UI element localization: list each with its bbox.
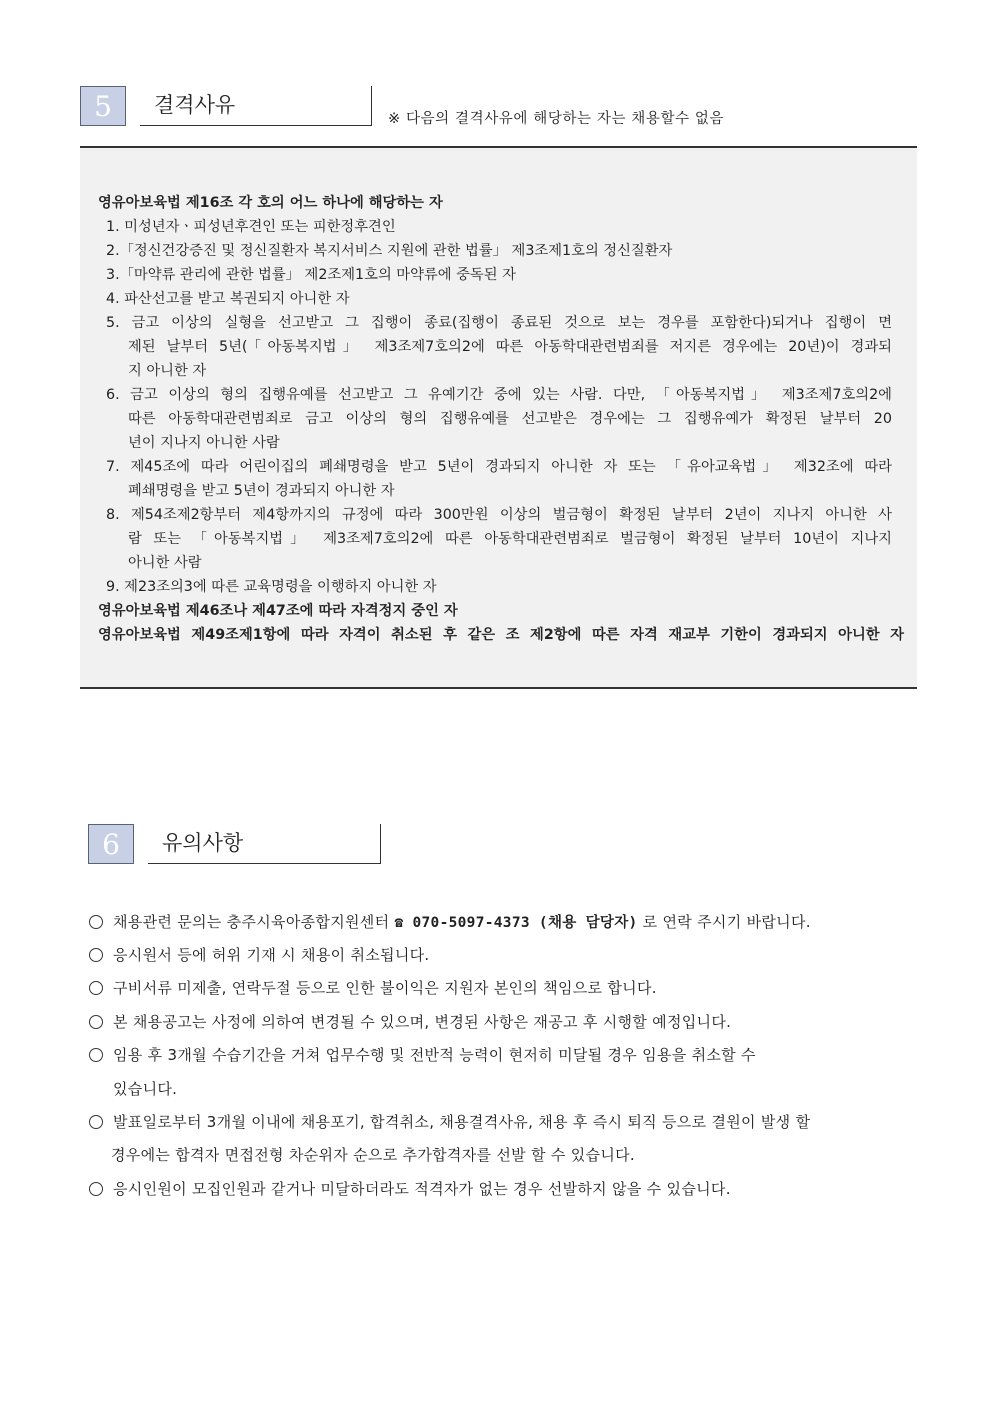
section-6-header <box>88 824 381 864</box>
notice-1-text: 채용관련 문의는 충주시육아종합지원센터 <box>113 913 390 931</box>
disqualification-item-5: 5. 금고 이상의 실형을 선고받고 그 집행이 종료(집행이 종료된 것으로 보는 경우를 포함한다)되거나 집행이 면 <box>106 315 892 331</box>
notice-7 <box>89 1178 731 1199</box>
notice-2-text: 응시원서 등에 허위 기재 시 채용이 취소됩니다. <box>113 946 430 964</box>
notice-7-text: 응시인원이 모집인원과 같거나 미달하더라도 적격자가 없는 경우 선발하지 않을 수 있습니다. <box>113 1180 731 1198</box>
disqualification-heading-1: 영유아보육법 제16조 각 호의 어느 하나에 해당하는 자 <box>98 195 443 211</box>
notice-1-phone: ☎ 070-5097-4373 (채용 담당자) <box>394 915 638 931</box>
bullet-circle-icon <box>89 1048 103 1062</box>
section-5-number: 5 <box>80 86 126 126</box>
notice-6-cont: 경우에는 합격자 면접전형 차순위자 순으로 추가합격자를 선발 할 수 있습니다. <box>111 1146 635 1164</box>
disqualification-item-6: 6. 금고 이상의 형의 집행유예를 선고받고 그 유예기간 중에 있는 사람. 다만, 「아동복지법」 제3조제7호의2에 <box>106 387 892 403</box>
disqualification-item-9: 9. 제23조의3에 따른 교육명령을 이행하지 아니한 자 <box>106 579 437 595</box>
notice-4-text: 본 채용공고는 사정에 의하여 변경될 수 있으며, 변경된 사항은 재공고 후 시행할 예정입니다. <box>113 1013 732 1031</box>
notice-3 <box>89 977 657 998</box>
bullet-circle-icon <box>89 1115 103 1129</box>
notice-1 <box>89 911 811 932</box>
notice-6 <box>89 1111 810 1132</box>
bullet-circle-icon <box>89 1182 103 1196</box>
notice-5-text: 임용 후 3개월 수습기간을 거쳐 업무수행 및 전반적 능력이 현저히 미달될 경우 임용을 취소할 수 <box>113 1046 756 1064</box>
disqualification-heading-2: 영유아보육법 제46조나 제47조에 따라 자격정지 중인 자 <box>98 603 458 619</box>
section-5-header <box>80 86 372 126</box>
notice-2 <box>89 944 430 965</box>
section-6-number: 6 <box>88 824 134 864</box>
section-6-title: 유의사항 <box>148 824 381 864</box>
bullet-circle-icon <box>89 915 103 929</box>
disqualification-heading-3: 영유아보육법 제49조제1항에 따라 자격이 취소된 후 같은 조 제2항에 따른 자격 재교부 기한이 경과되지 아니한 자 <box>98 627 904 643</box>
disqualification-item-7-cont-1: 폐쇄명령을 받고 5년이 경과되지 아니한 자 <box>128 483 395 499</box>
disqualification-item-6-cont-1: 따른 아동학대관련범죄로 금고 이상의 형의 집행유예를 선고받은 경우에는 그 집행유예가 확정된 날부터 20 <box>128 411 892 427</box>
disqualification-item-7: 7. 제45조에 따라 어린이집의 폐쇄명령을 받고 5년이 경과되지 아니한 자 또는 「유아교육법」 제32조에 따라 <box>106 459 892 475</box>
bullet-circle-icon <box>89 981 103 995</box>
disqualification-item-1: 1. 미성년자ㆍ피성년후견인 또는 피한정후견인 <box>106 219 396 235</box>
notice-3-text: 구비서류 미제출, 연락두절 등으로 인한 불이익은 지원자 본인의 책임으로 합니다. <box>113 979 657 997</box>
notice-5-cont: 있습니다. <box>113 1080 178 1098</box>
disqualification-item-8: 8. 제54조제2항부터 제4항까지의 규정에 따라 300만원 이상의 벌금형이 확정된 날부터 2년이 지나지 아니한 사 <box>106 507 892 523</box>
bullet-circle-icon <box>89 948 103 962</box>
notice-1-text-end: 로 연락 주시기 바랍니다. <box>642 913 811 931</box>
disqualification-item-8-cont-2: 아니한 사람 <box>128 555 202 571</box>
disqualification-item-2: 2.「정신건강증진 및 정신질환자 복지서비스 지원에 관한 법률」 제3조제1호의 정신질환자 <box>106 243 673 259</box>
notice-5 <box>89 1044 756 1065</box>
disqualification-item-4: 4. 파산선고를 받고 복권되지 아니한 자 <box>106 291 350 307</box>
disqualification-item-3: 3.「마약류 관리에 관한 법률」 제2조제1호의 마약류에 중독된 자 <box>106 267 516 283</box>
disqualification-item-5-cont-2: 지 아니한 자 <box>128 363 207 379</box>
section-5-note: ※ 다음의 결격사유에 해당하는 자는 채용할수 없음 <box>388 111 725 127</box>
bullet-circle-icon <box>89 1015 103 1029</box>
notice-4 <box>89 1011 731 1032</box>
disqualification-item-8-cont-1: 람 또는 「아동복지법」 제3조제7호의2에 따른 아동학대관련범죄로 벌금형이 확정된 날부터 10년이 지나지 <box>128 531 892 547</box>
section-5-title: 결격사유 <box>140 86 372 126</box>
disqualification-item-5-cont-1: 제된 날부터 5년(「아동복지법」 제3조제7호의2에 따른 아동학대관련범죄를 저지른 경우에는 20년)이 경과되 <box>128 339 892 355</box>
notice-6-text: 발표일로부터 3개월 이내에 채용포기, 합격취소, 채용결격사유, 채용 후 즉시 퇴직 등으로 결원이 발생 할 <box>113 1113 811 1131</box>
disqualification-item-6-cont-2: 년이 지나지 아니한 사람 <box>128 435 280 451</box>
